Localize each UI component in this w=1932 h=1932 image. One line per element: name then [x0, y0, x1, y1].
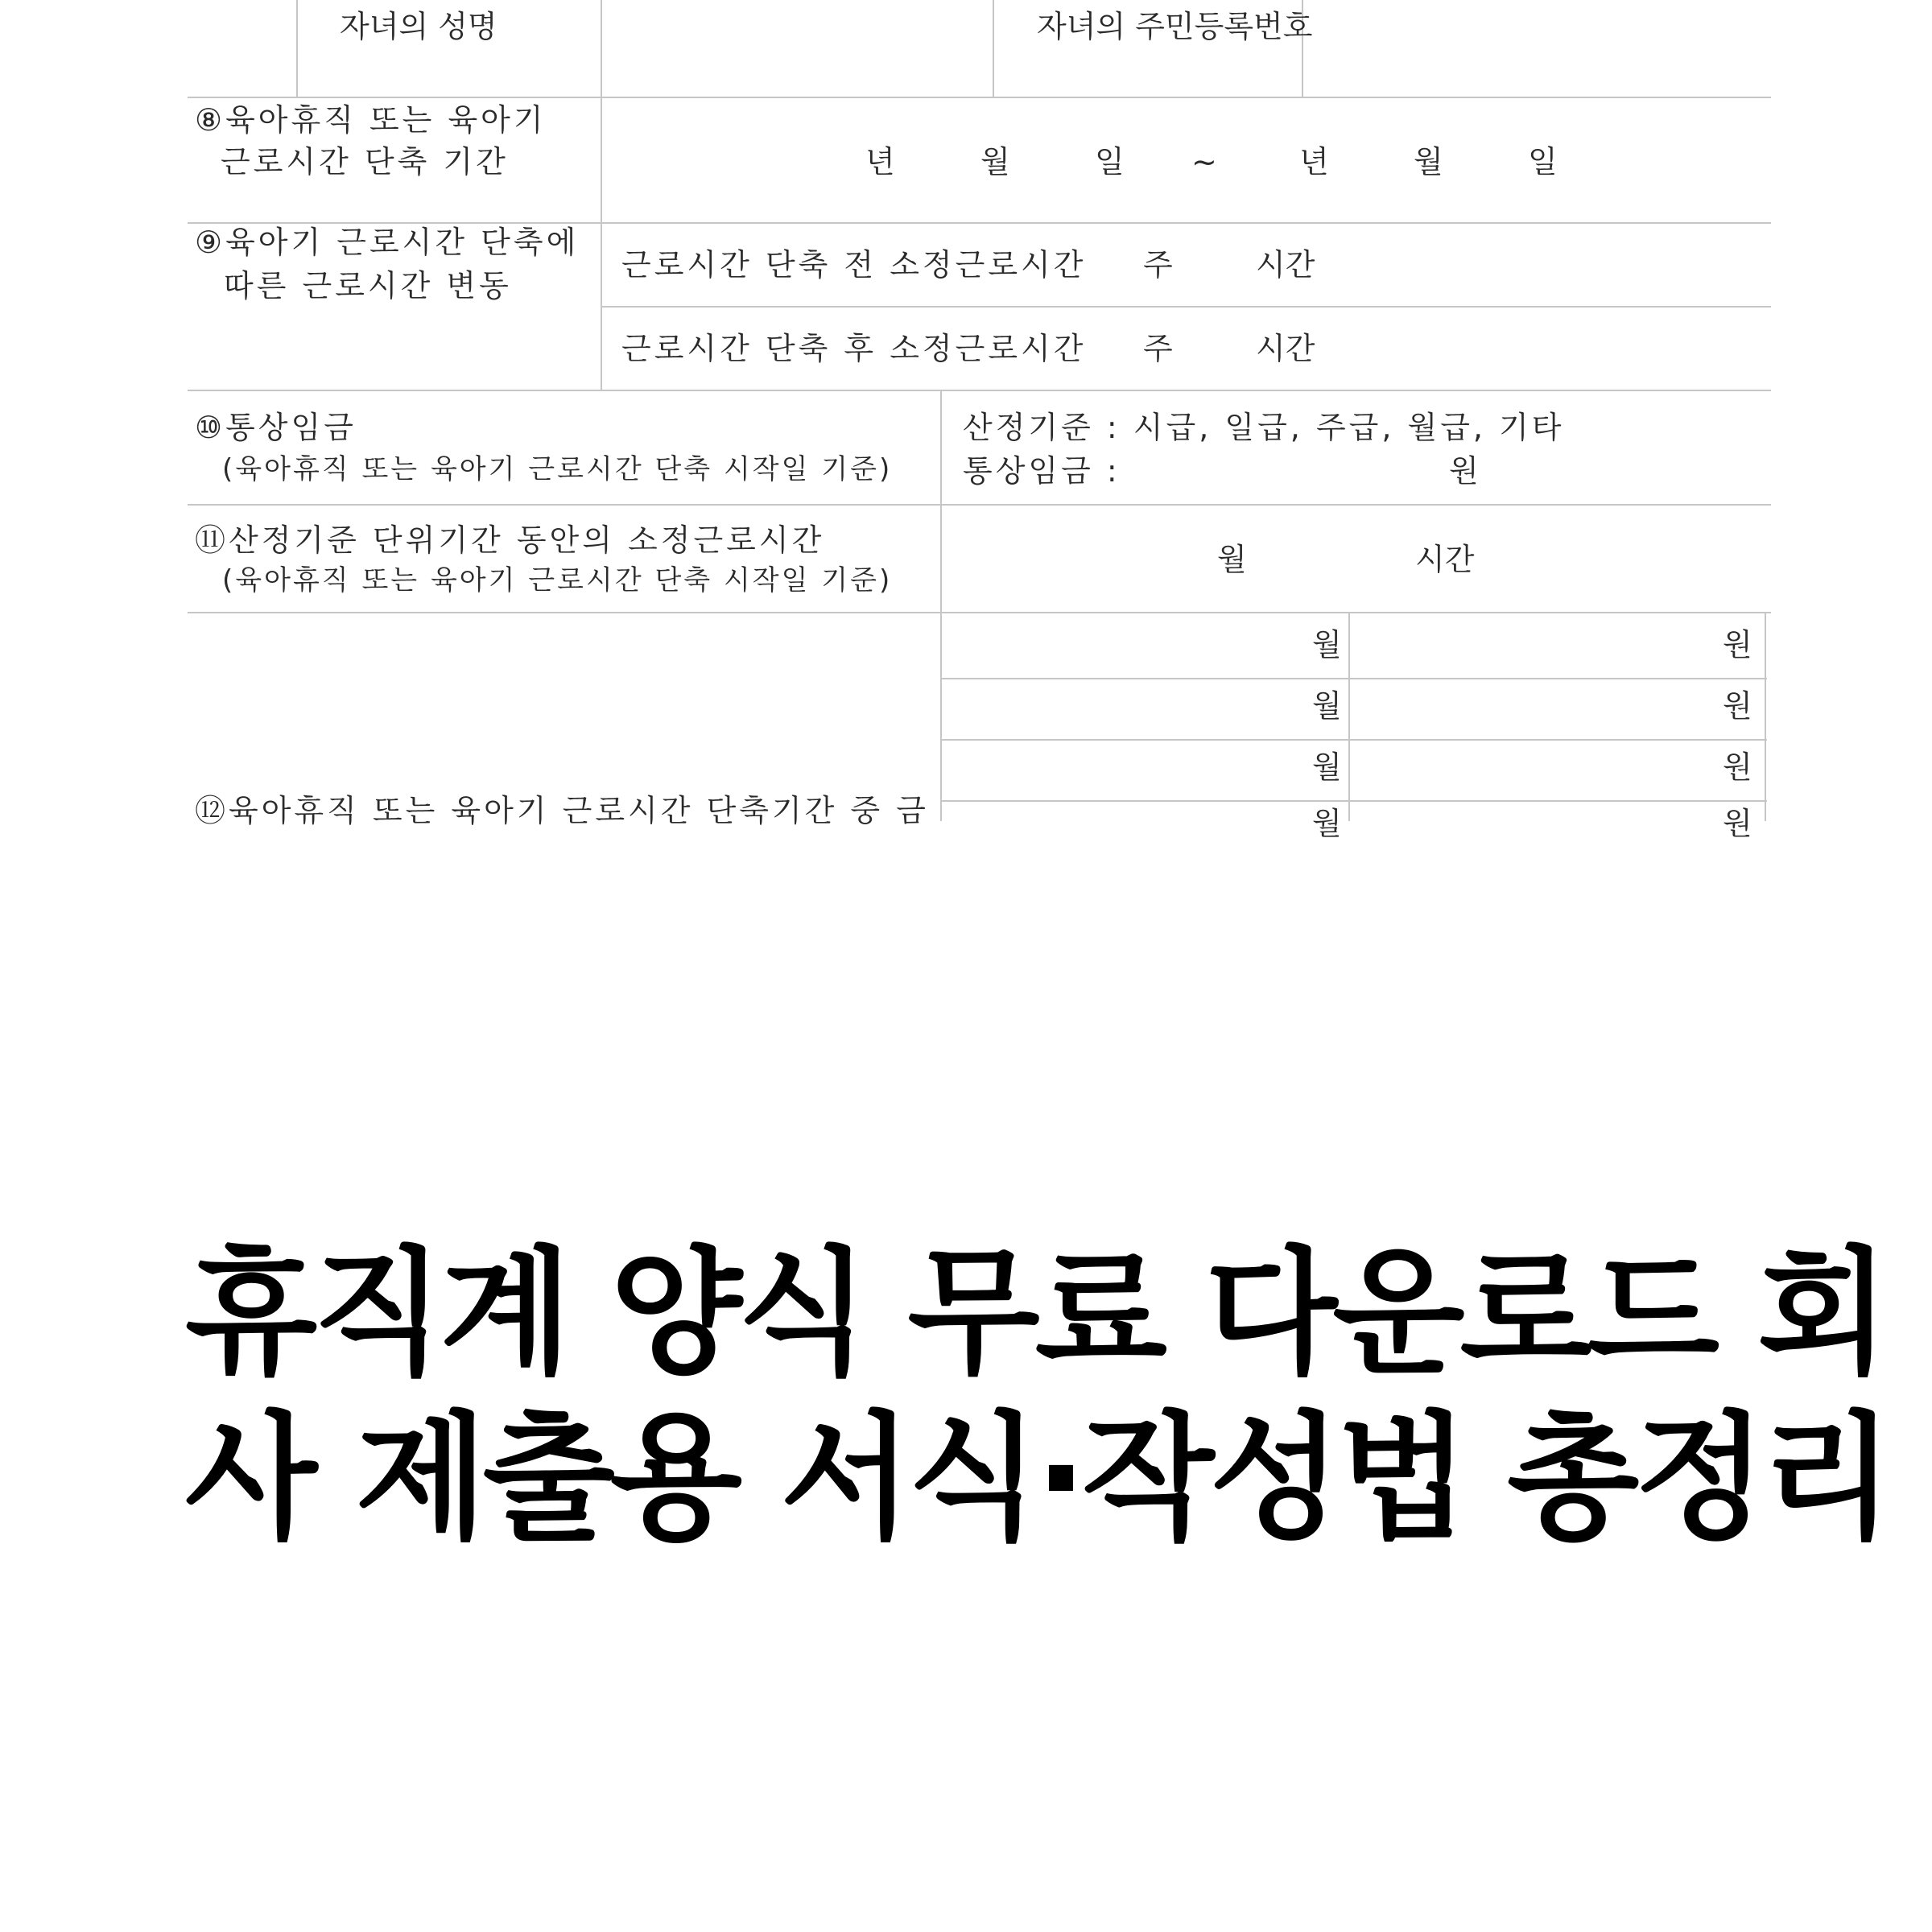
period-year-start: 년 [865, 144, 895, 180]
row-divider [942, 678, 1767, 679]
payment-month: 월 [1312, 688, 1342, 724]
row-divider [188, 222, 1771, 224]
ordinary-wage-sublabel: (육아휴직 또는 육아기 근로시간 단축 시작일 기준) [222, 453, 893, 485]
col-divider [1765, 612, 1766, 821]
col-divider [1348, 612, 1350, 821]
payment-won: 원 [1723, 749, 1752, 785]
hours-after-unit: 시간 [1256, 331, 1315, 366]
hours-before-label: 근로시간 단축 전 소정근로시간 [621, 247, 1087, 283]
period-month-end: 월 [1414, 144, 1443, 180]
payment-month: 월 [1312, 806, 1342, 841]
payment-won: 원 [1723, 627, 1752, 663]
ordinary-wage-label: ⑩통상임금 [195, 410, 357, 445]
wage-unit: 원 [1449, 453, 1479, 489]
col-divider [993, 0, 994, 97]
working-hours-month: 월 [1217, 542, 1247, 577]
row-divider [188, 612, 1771, 613]
headline-line1: 휴직계 양식 무료 다운로드 회 [185, 1234, 1885, 1393]
row-divider [188, 390, 1771, 391]
hours-before-week: 주 [1143, 247, 1173, 283]
row-divider [942, 739, 1767, 741]
payment-won: 원 [1723, 688, 1752, 724]
period-year-end: 년 [1299, 144, 1329, 180]
child-name-label: 자녀의 성명 [340, 9, 497, 44]
wage-basis: 산정기준 : 시급, 일급, 주급, 월급, 기타 [963, 410, 1565, 445]
hours-after-week: 주 [1143, 331, 1173, 366]
period-label-line2: 근로시간 단축 기간 [221, 144, 509, 180]
payment-won: 원 [1723, 806, 1752, 841]
headline-line2: 사 제출용 서식·작성법 총정리 [185, 1399, 1889, 1558]
period-label-line1: ⑧육아휴직 또는 육아기 [195, 102, 547, 138]
period-tilde: ~ [1191, 144, 1217, 180]
row-divider [602, 306, 1771, 308]
period-month-start: 월 [980, 144, 1010, 180]
working-hours-label: ⑪산정기준 단위기간 동안의 소정근로시간 [195, 522, 825, 558]
col-divider [601, 0, 602, 390]
period-day-end: 일 [1528, 144, 1558, 180]
working-hours-sublabel: (육아휴직 또는 육아기 근로시간 단축 시작일 기준) [222, 564, 893, 597]
row-divider [942, 800, 1767, 802]
col-divider [296, 0, 298, 97]
row-divider [188, 504, 1771, 506]
leave-form-scan [0, 0, 1932, 841]
child-rrn-label: 자녀의 주민등록번호 [1037, 9, 1313, 44]
hours-change-label-line1: ⑨육아기 근로시간 단축에 [195, 225, 580, 260]
page-headline [185, 1232, 1889, 1562]
hours-before-unit: 시간 [1256, 247, 1315, 283]
payment-month: 월 [1312, 749, 1342, 785]
payment-label: ⑫육아휴직 또는 육아기 근로시간 단축기간 중 금 [195, 793, 929, 828]
wage-label: 통상임금 : [963, 453, 1121, 489]
period-day-start: 일 [1095, 144, 1125, 180]
hours-after-label: 근로시간 단축 후 소정근로시간 [621, 331, 1087, 366]
row-divider [188, 97, 1771, 98]
hours-change-label-line2: 따른 근로시간 변동 [224, 268, 512, 303]
payment-month: 월 [1312, 627, 1342, 663]
working-hours-unit: 시간 [1415, 542, 1475, 577]
col-divider [940, 390, 942, 821]
